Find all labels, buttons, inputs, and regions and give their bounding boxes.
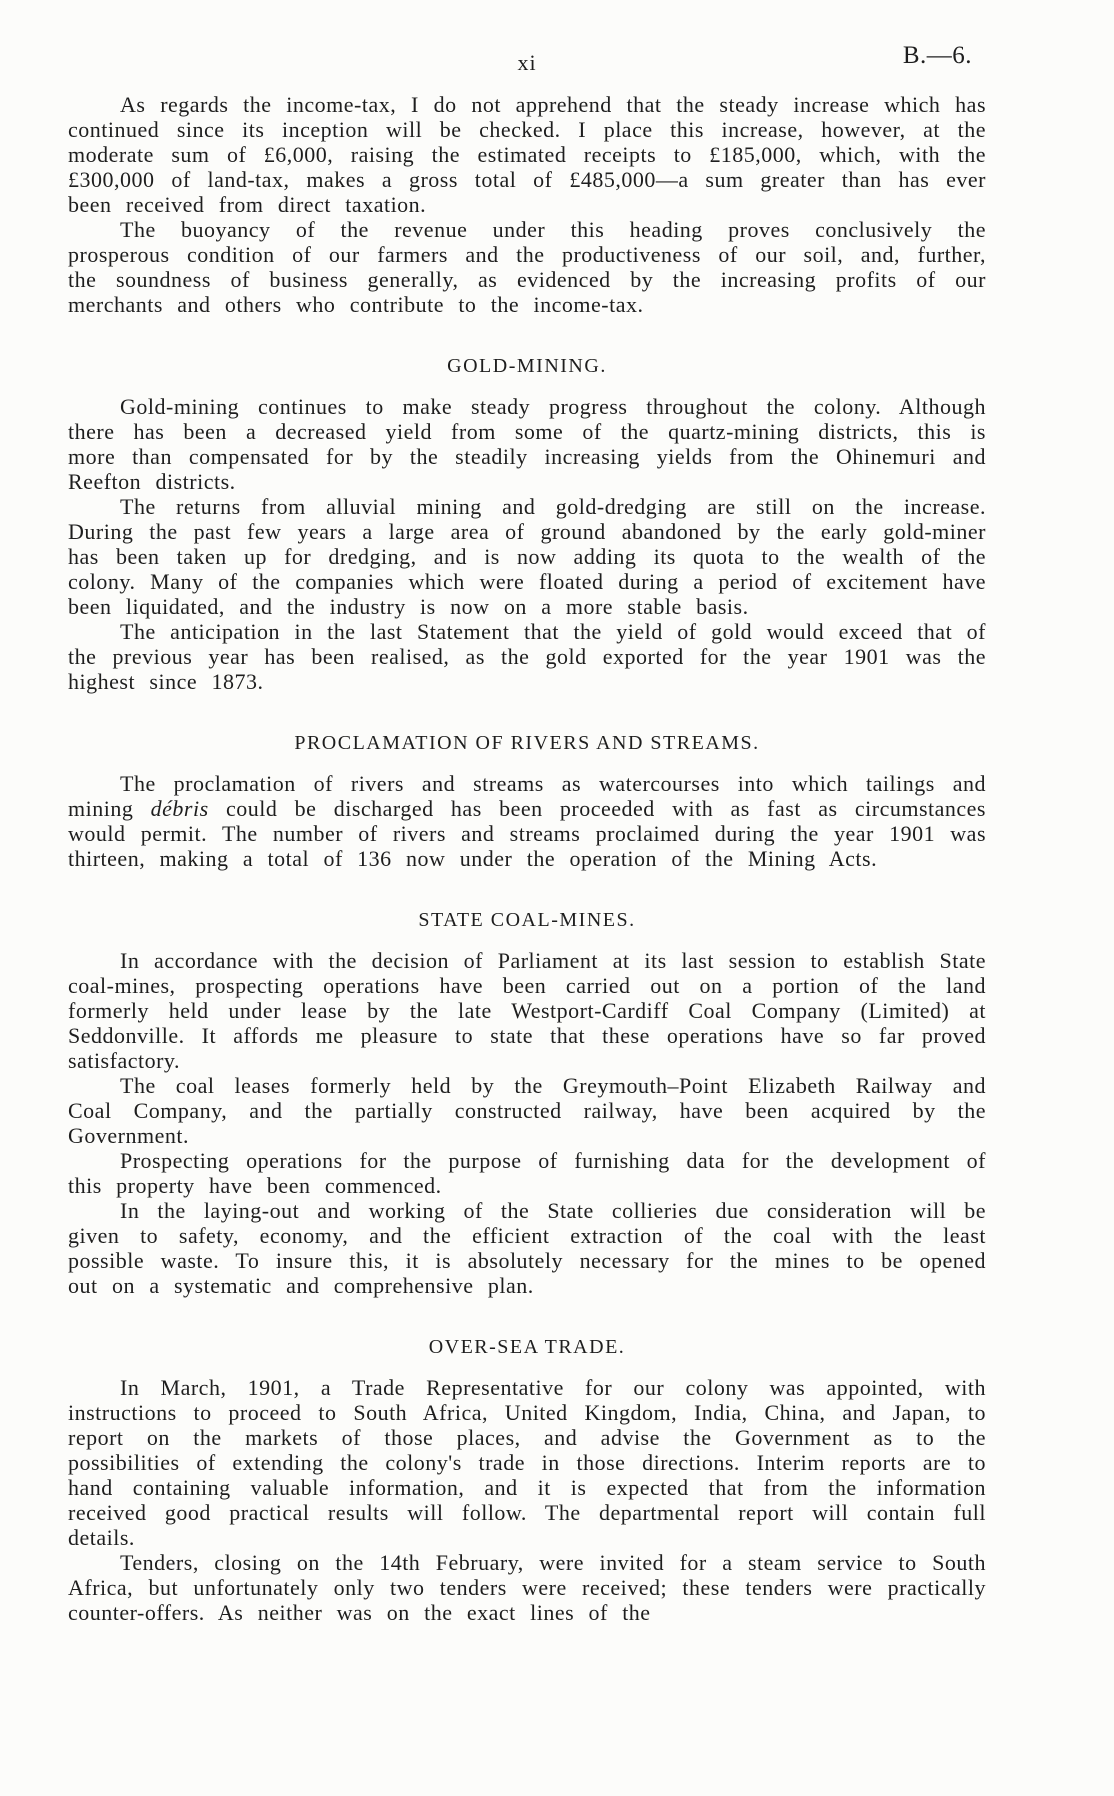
document-section [68,908,986,1298]
document-section [68,1335,986,1625]
page-header [68,42,986,78]
text-run: Gold-mining continues to make steady progress throughout the colony. Although there has been a decreased yield from some of the quartz-mining districts, this is more than compensated for by the steadily increasing yields from the Ohinemuri and Reefton districts. [68,394,986,494]
section-heading: PROCLAMATION OF RIVERS AND STREAMS. [294,732,760,754]
text-run: In March, 1901, a Trade Representative for our colony was appointed, with instructions to proceed to South Africa, United Kingdom, India, China, and Japan, to report on the markets of those places, and advise the Government as to the possibilities of extending the colony's trade in those directions. Interim reports are to hand containing valuable information, and it is expected that from the information received good practical results will follow. The departmental report will contain full details. [68,1375,986,1550]
paragraph [68,1198,986,1298]
paragraph [68,217,986,317]
paragraph [68,92,986,217]
text-run: The anticipation in the last Statement that the yield of gold would exceed that of the previous year has been realised, as the gold exported for the year 1901 was the highest since 1873. [68,619,986,694]
page-number: xi [517,50,537,75]
text-run: Tenders, closing on the 14th February, were invited for a steam service to South Africa, but unfortunately only two tenders were received; these tenders were practically counter-offers. As neither was on the exact lines of the [68,1550,986,1625]
paragraph [68,948,986,1073]
section-heading: STATE COAL-MINES. [418,909,636,931]
section-heading: OVER-SEA TRADE. [428,1336,626,1358]
text-run: In the laying-out and working of the State collieries due consideration will be given to safety, economy, and the efficient extraction of the coal with the least possible waste. To insure this, it is absolutely necessary for the mines to be opened out on a systematic and comprehensive plan. [68,1198,986,1298]
section-heading: GOLD-MINING. [447,355,607,377]
paragraph [68,1073,986,1148]
paragraph [68,394,986,494]
document-reference: B.—6. [902,42,972,69]
paragraph [68,771,986,871]
paragraph [68,1148,986,1198]
text-run: The buoyancy of the revenue under this heading proves conclusively the prosperous condition of our farmers and the productiveness of our soil, and, further, the soundness of business generally, as evidenced by the increasing profits of our merchants and others who contribute to the income-tax. [68,217,986,317]
italic-term: débris [150,796,209,821]
paragraph [68,1550,986,1625]
text-run: The returns from alluvial mining and gold-dredging are still on the increase. During the past few years a large area of ground abandoned by the early gold-miner has been taken up for dredging, and is now adding its quota to the wealth of the colony. Many of the companies which were floated during a period of excitement have been liquidated, and the industry is now on a more stable basis. [68,494,986,619]
paragraph [68,1375,986,1550]
text-block [68,42,986,1625]
document-section [68,92,986,317]
document-body [68,92,986,1625]
text-run: In accordance with the decision of Parliament at its last session to establish State coal-mines, prospecting operations have been carried out on a portion of the land formerly held under lease by the late Westport-Cardiff Coal Company (Limited) at Seddonville. It affords me pleasure to state that these operations have so far proved satisfactory. [68,948,986,1073]
text-run: Prospecting operations for the purpose of furnishing data for the development of this property have been commenced. [68,1148,986,1198]
document-section [68,354,986,694]
text-run: As regards the income-tax, I do not apprehend that the steady increase which has continued since its inception will be checked. I place this increase, however, at the moderate sum of £6,000, raising the estimated receipts to £185,000, which, with the £300,000 of land-tax, makes a gross total of £485,000—a sum greater than has ever been received from direct taxation. [68,92,986,217]
paragraph [68,494,986,619]
text-run: could be discharged has been proceeded with as fast as circumstances would permit. The number of rivers and streams proclaimed during the year 1901 was thirteen, making a total of 136 now under the operation of the Mining Acts. [68,796,986,871]
text-run: The proclamation of rivers and streams as watercourses into which tailings and mining [68,771,986,821]
text-run: The coal leases formerly held by the Greymouth–Point Elizabeth Railway and Coal Company, and the partially constructed railway, have been acquired by the Government. [68,1073,986,1148]
document-section [68,731,986,871]
paragraph [68,619,986,694]
